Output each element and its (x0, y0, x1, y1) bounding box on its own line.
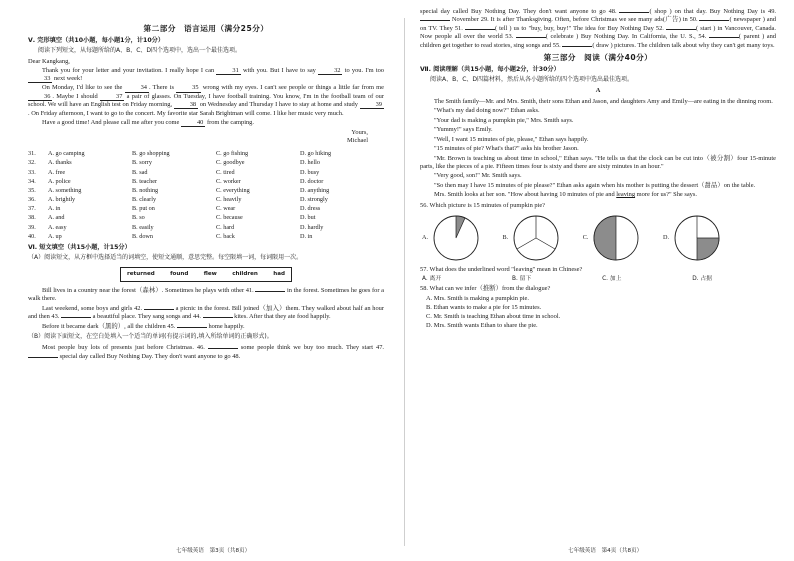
answer-option[interactable]: B. down (132, 232, 153, 240)
q57-option-b[interactable]: B. 留下 (511, 275, 532, 282)
letter-closing: Yours, (351, 128, 368, 136)
letter-paragraph-2: On Monday, I'd like to see the 34 . There is 35 wrong with my eyes. I can't see people or things a little far from me 36 . Maybe I should 37 a pair of glasses. On Tuesday, I have football training. You know, I'm in the football team of our school. We will have an English test on Friday morning, 38 on Wednesday and Thursday I have to stay at home and study 39. On Friday afternoon, I want to go to the concert. My favorite star Sarah Brightman will come. I like her music very much. (28, 84, 384, 117)
passage-a-paragraph-3: Before it became dark（黑的）, all the children 45. home happily. (42, 322, 245, 330)
reading-instructions: 阅读A、B、C、D四篇材料，然后从各小题所给的四个选项中选出最佳选项。 (430, 76, 634, 84)
pie-option-a[interactable]: A. (422, 213, 481, 263)
answer-option[interactable]: A. up (48, 232, 62, 240)
passage-paragraph: "Very good, son!" Mr. Smith says. (434, 172, 522, 180)
answer-option[interactable]: D. go hiking (300, 150, 332, 158)
answer-option[interactable]: D. but (300, 214, 316, 222)
passage-paragraph: Mrs. Smith looks at her son. "How about having 10 minutes of pie and leaving more for us?" She says. (434, 191, 697, 199)
passage-paragraph: "So then may I have 15 minutes of pie please?" Ethan asks again when his mother is putting the dessert（甜品）on the table. (434, 181, 756, 189)
answer-option[interactable]: C. worker (216, 177, 241, 185)
question-number: 31. (28, 150, 36, 158)
passage-label: A (595, 87, 601, 95)
blank-32[interactable]: 32 (318, 67, 342, 75)
answer-option[interactable]: B. teacher (132, 177, 158, 185)
cloze-option-row (28, 214, 384, 223)
cloze-option-row (28, 168, 384, 177)
cloze-option-row (28, 150, 384, 159)
page-footer-right: 七年级英语 第4页（共8页） (568, 547, 643, 554)
part3-title: 第三部分 阅读（满分40分） (543, 53, 653, 63)
answer-option[interactable]: B. clearly (132, 196, 157, 204)
answer-option[interactable]: D. dress (300, 205, 321, 213)
q58-option-b[interactable]: B. Ethan wants to make a pie for 15 minutes. (426, 303, 542, 311)
right-page (420, 8, 776, 331)
answer-option[interactable]: D. in (300, 232, 313, 240)
blank-39[interactable]: 39 (360, 101, 384, 109)
answer-option[interactable]: B. put on (132, 205, 155, 213)
answer-option[interactable]: A. go camping (48, 150, 85, 158)
fill-blank-heading: Ⅵ. 短文填空（共15小题，计15分） (28, 243, 131, 251)
blank-33[interactable]: 33 (28, 75, 52, 83)
cloze-option-row (28, 159, 384, 168)
answer-option[interactable]: C. go fishing (216, 150, 249, 158)
q58-option-d[interactable]: D. Mrs. Smith wants Ethan to share the pie. (426, 321, 538, 329)
passage-a-paragraph-1: Bill lives in a country near the forest（森林）. Sometimes he plays with other 41. in the forest. Sometimes he goes for a walk there. (28, 286, 384, 303)
q57-option-c[interactable]: C. 加上 (602, 275, 622, 282)
answer-option[interactable]: C. goodbye (216, 159, 245, 167)
question-56: 56. Which picture is 15 minutes of pumpkin pie? (420, 201, 546, 209)
blank-35[interactable]: 35 (176, 84, 200, 92)
question-number: 34. (28, 177, 36, 185)
answer-option[interactable]: C. wear (216, 205, 236, 213)
answer-option[interactable]: C. heavily (216, 196, 242, 204)
section-a-instructions: （A）阅读短文，从方框中选择适当的词填空，使短文通顺，意思完整。每空限填一词，每词限用一次。 (28, 253, 303, 261)
pie-c-icon (591, 213, 641, 263)
blank-55[interactable] (562, 46, 592, 47)
q58-option-c[interactable]: C. Mr. Smith is teaching Ethan about time in school. (426, 312, 561, 320)
blank-51[interactable] (465, 29, 495, 30)
pie-d-icon (672, 213, 722, 263)
q57-option-d[interactable]: D. 占据 (692, 275, 712, 282)
word-2: found (170, 270, 189, 277)
answer-option[interactable]: C. back (216, 232, 235, 240)
cloze-instructions: 阅读下列短文，从每题所给的A、B、C、D四个选项中，选出一个最佳选项。 (38, 47, 242, 55)
word-4: children (232, 270, 258, 277)
question-58: 58. What can we infer（推断）from the dialogue? (420, 285, 551, 293)
letter-signature: Michael (347, 137, 368, 145)
pie-a-icon (431, 213, 481, 263)
answer-option[interactable]: A. brightly (48, 196, 76, 204)
blank-41[interactable] (255, 291, 285, 292)
answer-option[interactable]: C. because (216, 214, 243, 222)
pie-choices (422, 213, 722, 263)
question-number: 40. (28, 232, 36, 240)
answer-option[interactable]: C. tired (216, 168, 235, 176)
cloze-option-row (28, 205, 384, 214)
blank-37[interactable]: 37 (100, 93, 124, 101)
answer-option[interactable]: C. hard (216, 223, 235, 231)
answer-option[interactable]: A. something (48, 186, 82, 194)
pie-b-icon (511, 213, 561, 263)
passage-b-continued: special day called Buy Nothing Day. They don't want anyone to go 48. ( shop ) on that day. Buy Nothing Day is 49. November 29. It is after Thanksgiving. Often, before Christmas we see many ads(广告) in 50. ( newspaper ) and on TV. They 51. ( tell ) us to "buy, buy, buy!" The idea for Buy Nothing Day 52. ( start ) in Vancouver, Canada. Now people all over the world 53. ( celebrate ) Buy Nothing Day. In California, the U. S., 54. ( parent ) and children get together to read stories, sing songs and 55. ( draw ) pictures. The children talk about why they can't get many toys. (420, 8, 777, 49)
answer-option[interactable]: B. sorry (132, 159, 152, 167)
question-number: 37. (28, 205, 36, 213)
blank-52[interactable] (666, 29, 696, 30)
section-b-instructions: （B）阅读下面短文，在空白处填入一个适当的单词(有提示词的,填入所给单词的正确形式)。 (28, 333, 273, 341)
reading-heading: Ⅶ. 阅读理解（共15小题，每小题2分，计30分） (420, 66, 560, 74)
word-1: returned (127, 270, 155, 277)
cloze-option-row (28, 177, 384, 186)
blank-31[interactable]: 31 (216, 67, 240, 75)
question-number: 33. (28, 168, 36, 176)
pie-option-d[interactable]: D. (663, 213, 722, 263)
answer-option[interactable]: A. police (48, 177, 71, 185)
word-5: had (273, 270, 285, 277)
answer-option[interactable]: B. easily (132, 223, 154, 231)
left-page (28, 22, 384, 362)
blank-48[interactable] (619, 12, 649, 13)
blank-49[interactable] (420, 20, 450, 21)
cloze-option-row (28, 186, 384, 195)
question-number: 35. (28, 186, 36, 194)
pie-option-c[interactable]: C. (583, 213, 642, 263)
part2-title: 第二部分 语言运用（满分25分） (143, 24, 269, 33)
answer-option[interactable]: A. and (48, 214, 65, 222)
blank-45[interactable] (177, 327, 207, 328)
question-57-options (422, 276, 712, 284)
passage-paragraph: "Mr. Brown is teaching us about time in school," Ethan says. "He tells us that the clock can be cut into（被分割）four 15-minute parts, like the pieces of a pie. Fifteen times four is sixty and there are sixty minutes in an hour." (420, 154, 776, 170)
blank-50[interactable] (699, 20, 729, 21)
answer-option[interactable]: A. thanks (48, 159, 72, 167)
page-divider (404, 18, 405, 546)
letter-greeting: Dear Kangkang, (28, 58, 70, 66)
blank-42[interactable] (144, 309, 174, 310)
question-number: 36. (28, 196, 36, 204)
blank-54[interactable] (709, 37, 739, 38)
question-number: 39. (28, 223, 36, 231)
answer-option[interactable]: D. strongly (300, 196, 328, 204)
passage-paragraph: "Your dad is making a pumpkin pie," Mrs. Smith says. (434, 116, 574, 124)
word-box (120, 267, 292, 282)
underlined-word: leaving (616, 191, 636, 199)
passage-paragraph: "Yummy!" says Emily. (434, 126, 493, 134)
answer-option[interactable]: A. in (48, 205, 61, 213)
answer-option[interactable]: A. easy (48, 223, 67, 231)
letter-paragraph-1: Thank you for your letter and your invitation. I really hope I can 31 with you. But I have to say 32 to you. I'm too 33 next week! (28, 67, 384, 84)
passage-paragraph: "What's my dad doing now?" Ethan asks. (434, 107, 540, 115)
blank-46[interactable] (208, 348, 238, 349)
page-footer-left: 七年级英语 第3页（共8页） (176, 547, 251, 554)
blank-40[interactable]: 40 (181, 119, 205, 127)
cloze-options-table (28, 150, 384, 242)
answer-option[interactable]: B. sad (132, 168, 148, 176)
q57-option-a[interactable]: A. 离开 (422, 275, 442, 282)
passage-paragraph: The Smith family—Mr. and Mrs. Smith, their sons Ethan and Jason, and daughters Amy and Emily—are eating in the dinning room. (434, 97, 773, 105)
passage-b-paragraph-1: Most people buy lots of presents just before Christmas. 46. some people think we buy too much. They start 47. special day called Buy Nothing Day. They don't want anyone to go 48. (28, 344, 384, 361)
cloze-option-row (28, 232, 384, 241)
answer-option[interactable]: C. everything (216, 186, 250, 194)
question-57: 57. What does the underlined word "leaving" mean in Chinese? (420, 266, 583, 274)
passage-paragraph: "15 minutes of pie? What's that?" asks his brother Jason. (434, 145, 579, 153)
answer-option[interactable]: D. hello (300, 159, 320, 167)
answer-option[interactable]: B. nothing (132, 186, 159, 194)
blank-44[interactable] (203, 317, 233, 318)
answer-option[interactable]: D. hardly (300, 223, 324, 231)
blank-43[interactable] (61, 317, 91, 318)
cloze-option-row (28, 196, 384, 205)
pie-option-b[interactable]: B. (503, 213, 562, 263)
blank-36[interactable]: 36 (28, 93, 52, 101)
question-number: 38. (28, 214, 36, 222)
cloze-heading: Ⅴ. 完形填空（共10小题，每小题1分，计10分） (28, 37, 165, 45)
letter-paragraph-3: Have a good time! And please call me after you come 40 from the camping. (42, 119, 254, 127)
answer-option[interactable]: B. go shopping (132, 150, 170, 158)
word-3: flew (203, 270, 217, 277)
passage-paragraph: "Well, I want 15 minutes of pie, please," Ethan says happily. (434, 135, 589, 143)
blank-53[interactable] (516, 37, 546, 38)
blank-38[interactable]: 38 (174, 101, 198, 109)
reading-passage-a (420, 98, 776, 200)
cloze-option-row (28, 223, 384, 232)
answer-option[interactable]: B. so (132, 214, 145, 222)
blank-47[interactable] (28, 357, 58, 358)
q58-option-a[interactable]: A. Mrs. Smith is making a pumpkin pie. (426, 294, 529, 302)
answer-option[interactable]: D. doctor (300, 177, 324, 185)
answer-option[interactable]: D. anything (300, 186, 330, 194)
blank-34[interactable]: 34 (125, 84, 149, 92)
answer-option[interactable]: A. free (48, 168, 66, 176)
answer-option[interactable]: D. busy (300, 168, 320, 176)
passage-a-paragraph-2: Last weekend, some boys and girls 42. a picnic in the forest. Bill joined（加入）them. They walked about half an hour and then 43. a beautiful place. They sang songs and 44. kites. After that they ate food happily. (28, 304, 384, 321)
question-number: 32. (28, 159, 36, 167)
